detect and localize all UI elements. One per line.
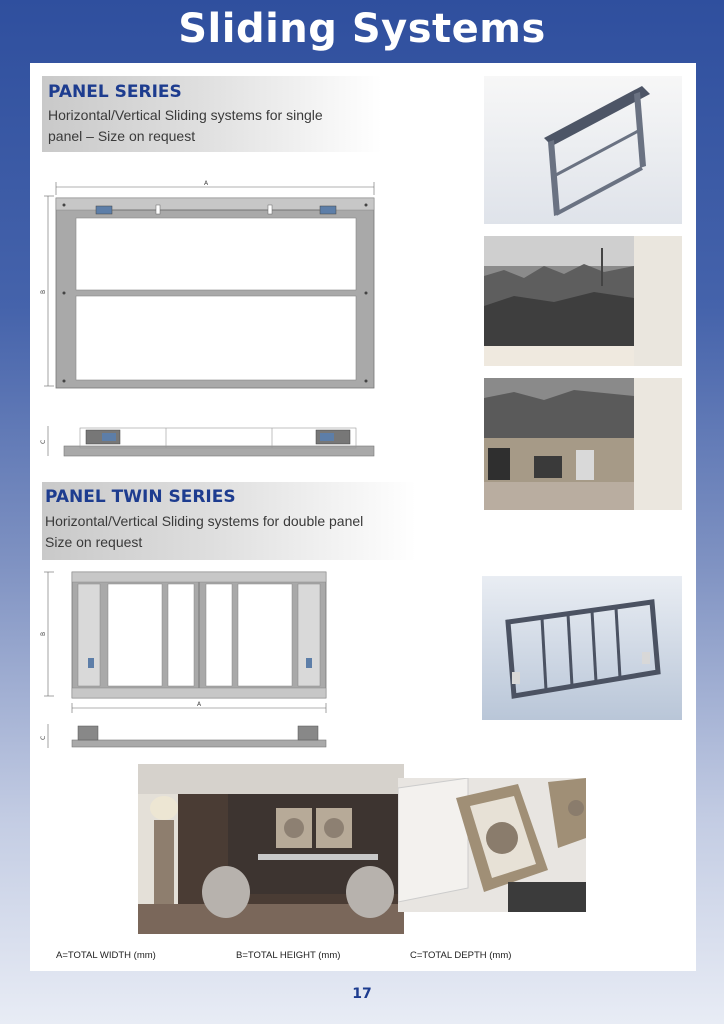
dimension-a-label: A	[204, 180, 209, 187]
twin-dimension-c-label: C	[40, 735, 47, 740]
dimension-c-label: C	[40, 439, 47, 444]
panel-series-description-line1: Horizontal/Vertical Sliding systems for single	[48, 107, 323, 123]
kitchen-counter-photo	[484, 378, 682, 510]
page-title: Sliding Systems	[178, 6, 546, 52]
panel-twin-series-front-drawing	[40, 566, 340, 716]
dimension-b-label: B	[40, 289, 47, 294]
living-room-photo	[138, 764, 404, 934]
twin-dimension-b-label: B	[40, 631, 47, 636]
sliding-frames-closeup-photo	[398, 778, 586, 912]
panel-twin-series-side-drawing	[40, 720, 340, 750]
panel-twin-series-title: PANEL TWIN SERIES	[45, 487, 236, 507]
panel-series-side-drawing	[40, 420, 380, 460]
legend-total-width: A=TOTAL WIDTH (mm)	[56, 950, 156, 961]
panel-twin-series-banner	[42, 482, 416, 560]
legend-total-height: B=TOTAL HEIGHT (mm)	[236, 950, 341, 961]
panel-twin-series-frame-render	[482, 576, 682, 720]
panel-twin-series-description-line1: Horizontal/Vertical Sliding systems for double panel	[45, 513, 364, 529]
twin-dimension-a-label: A	[197, 701, 202, 708]
panel-series-front-drawing	[40, 176, 380, 390]
legend-total-depth: C=TOTAL DEPTH (mm)	[410, 950, 512, 961]
panel-twin-series-description-line2: Size on request	[45, 534, 143, 550]
panel-series-description-line2: panel – Size on request	[48, 128, 196, 144]
panel-series-title: PANEL SERIES	[48, 82, 182, 102]
page-number: 17	[352, 986, 372, 1002]
panel-series-banner	[42, 76, 382, 152]
panel-series-frame-render	[484, 76, 682, 224]
kitchen-panorama-photo	[484, 236, 682, 366]
